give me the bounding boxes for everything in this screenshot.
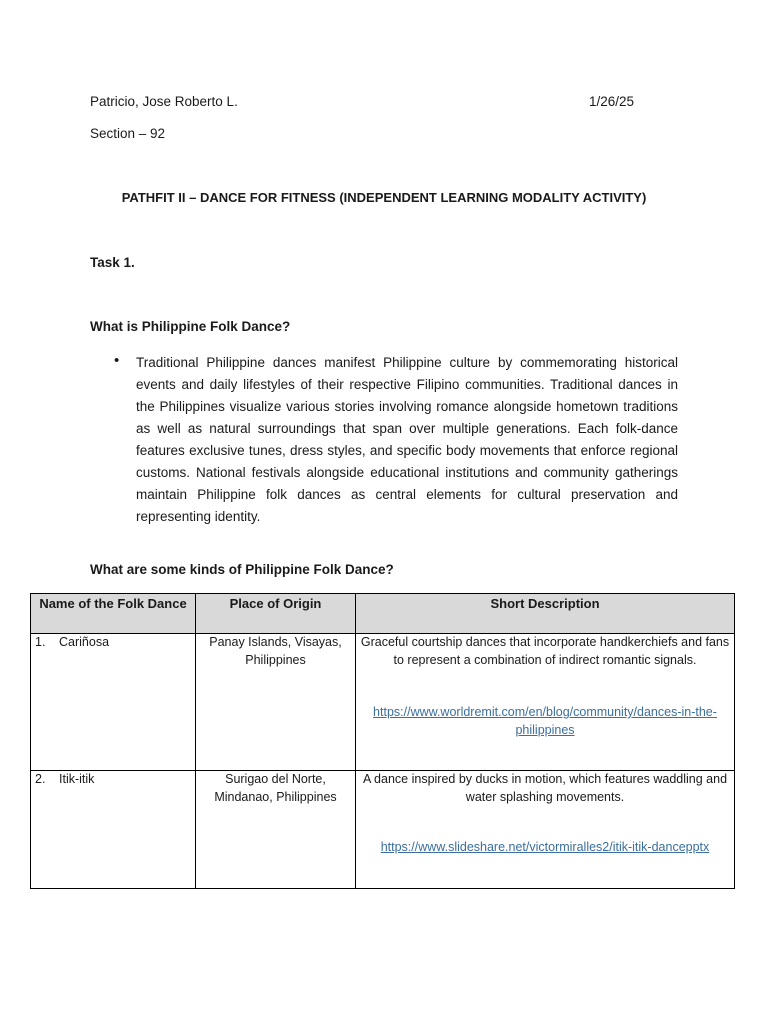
table-row xyxy=(31,634,735,771)
answer-paragraph: Traditional Philippine dances manifest Philippine culture by commemorating historical events and daily lifestyles of their respective Filipino communities. Traditional dances in the Philippines visualize various stories involving romance alongside hometown traditions as well as natural surroundings that span over multiple generations. Each folk-dance features exclusive tunes, dress styles, and specific body movements that enforce regional customs. National festivals alongside educational institutions and community gatherings maintain Philippine folk dances as central elements for cultural preservation and representing identity. xyxy=(136,355,678,524)
dance-description: A dance inspired by ducks in motion, which features waddling and water splashing movements. xyxy=(362,772,728,804)
document-date: 1/26/25 xyxy=(589,94,635,109)
dance-name-cell xyxy=(31,634,196,771)
column-header-description: Short Description xyxy=(356,594,735,634)
dance-description: Graceful courtship dances that incorporate handkerchiefs and fans to represent a combination of indirect romantic signals. xyxy=(360,635,730,667)
column-header-origin: Place of Origin xyxy=(196,594,356,634)
dance-origin: Panay Islands, Visayas, Philippines xyxy=(196,634,356,771)
question-folk-dance: What is Philippine Folk Dance? xyxy=(90,319,291,334)
column-header-name: Name of the Folk Dance xyxy=(31,594,196,634)
task-heading: Task 1. xyxy=(90,255,135,270)
reference-link[interactable]: https://www.slideshare.net/victormiralles2/itik-itik-dancepptx xyxy=(380,840,710,854)
row-number: 2. xyxy=(35,772,46,786)
student-name: Patricio, Jose Roberto L. xyxy=(90,94,238,109)
dance-name: Itik-itik xyxy=(59,772,95,786)
table-row xyxy=(31,771,735,889)
dance-description-cell xyxy=(356,771,735,889)
table-header-row xyxy=(31,594,735,634)
dance-description-cell xyxy=(356,634,735,771)
dance-name-cell xyxy=(31,771,196,889)
question-kinds-of-dance: What are some kinds of Philippine Folk Dance? xyxy=(90,562,394,577)
folk-dance-table xyxy=(30,593,735,889)
row-number: 1. xyxy=(35,635,46,649)
document-title: PATHFIT II – DANCE FOR FITNESS (INDEPENDENT LEARNING MODALITY ACTIVITY) xyxy=(121,190,647,205)
section-label: Section – 92 xyxy=(90,126,166,141)
dance-name: Cariñosa xyxy=(59,635,110,649)
dance-origin: Surigao del Norte, Mindanao, Philippines xyxy=(196,771,356,889)
bullet-icon: • xyxy=(114,352,120,369)
reference-link[interactable]: https://www.worldremit.com/en/blog/community/dances-in-the-philippines xyxy=(373,705,717,737)
